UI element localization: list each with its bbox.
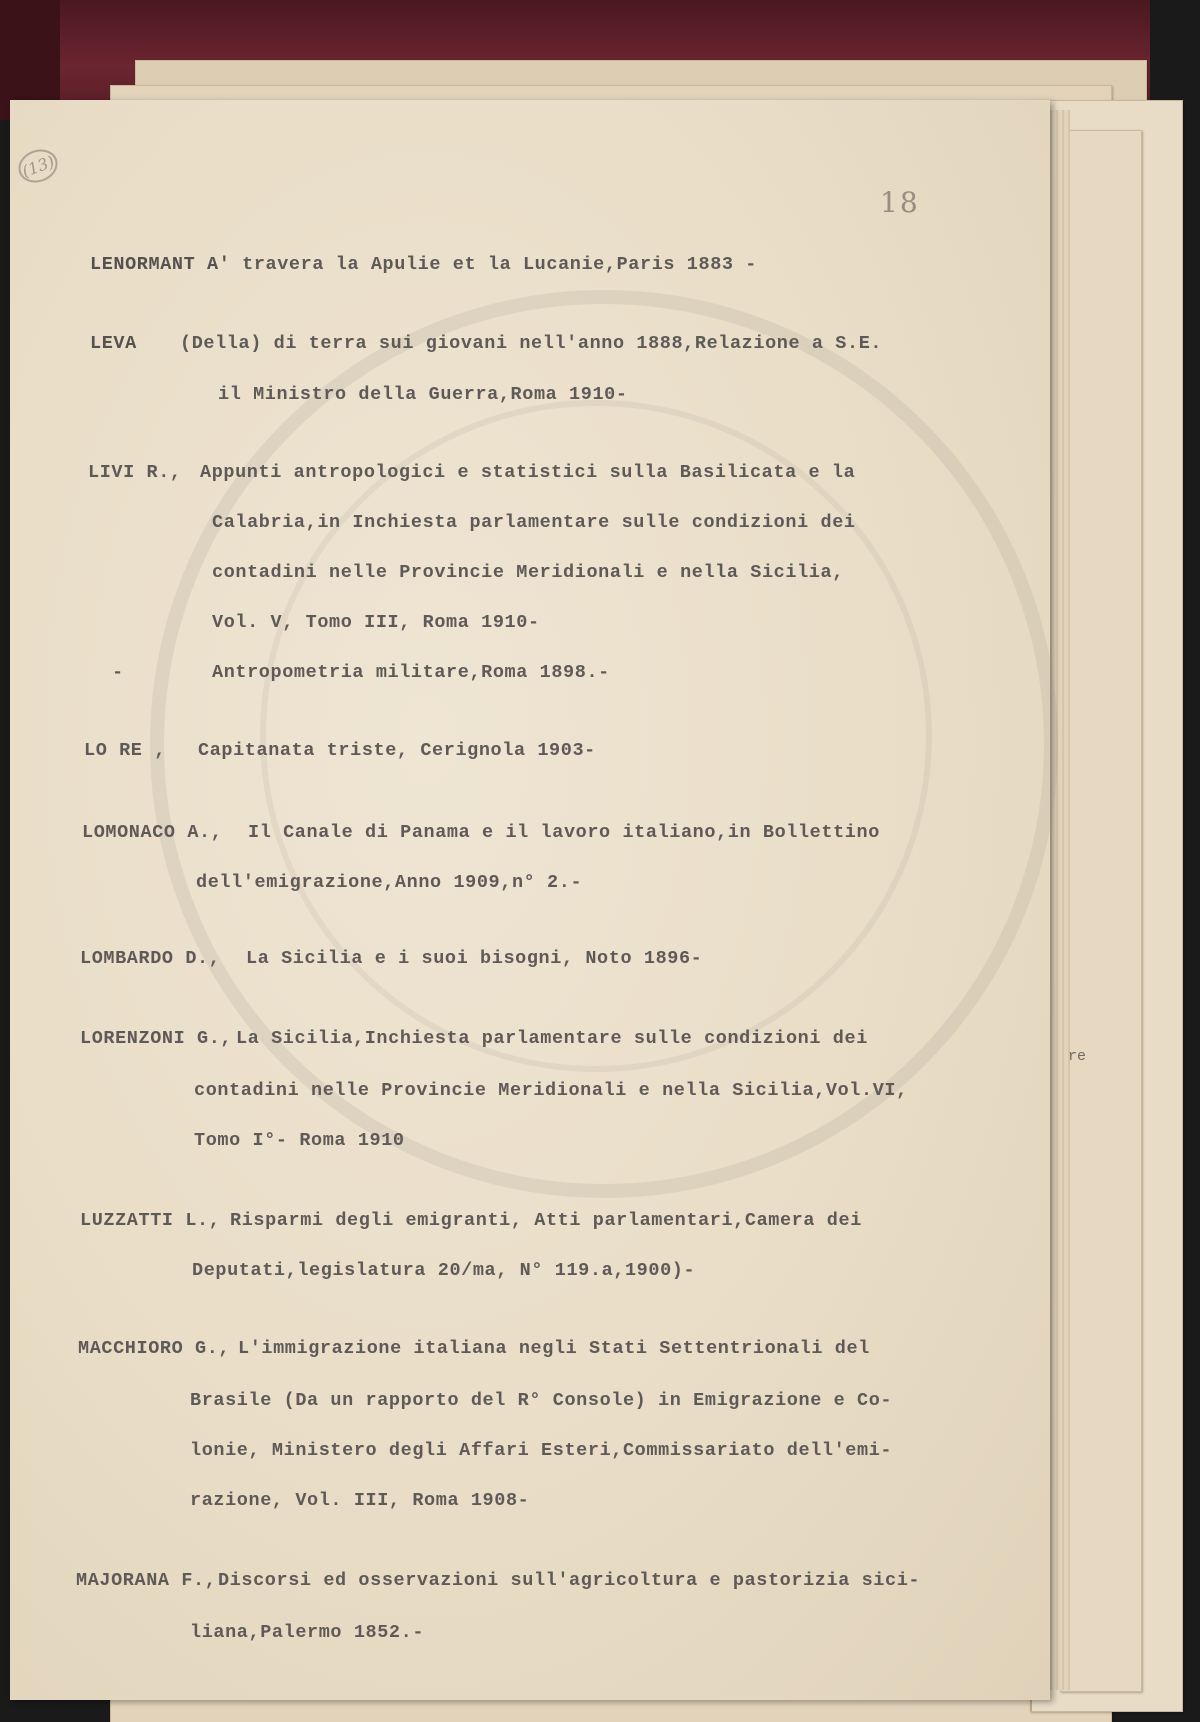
entry-text: il Ministro della Guerra,Roma 1910- bbox=[218, 384, 628, 405]
entry-text: Vol. V, Tomo III, Roma 1910- bbox=[212, 612, 540, 633]
entry-text: Capitanata triste, Cerignola 1903- bbox=[198, 740, 596, 761]
entry-author: LO RE , bbox=[84, 740, 166, 761]
entry-text: Tomo I°- Roma 1910 bbox=[194, 1130, 405, 1151]
margin-note: (13) bbox=[14, 144, 63, 188]
entry-author: LORENZONI G., bbox=[80, 1028, 233, 1049]
entry-text: Discorsi ed osservazioni sull'agricoltura e pastorizia sici- bbox=[218, 1570, 921, 1591]
entry-text: Il Canale di Panama e il lavoro italiano,in Bollettino bbox=[248, 822, 880, 843]
entry-text: Risparmi degli emigranti, Atti parlamentari,Camera dei bbox=[230, 1210, 862, 1231]
entry-text: Antropometria militare,Roma 1898.- bbox=[212, 662, 610, 683]
entry-text: Deputati,legislatura 20/ma, N° 119.a,1900)- bbox=[192, 1260, 696, 1281]
bibliography-entry bbox=[90, 254, 757, 275]
entry-text: La Sicilia,Inchiesta parlamentare sulle condizioni dei bbox=[236, 1028, 868, 1049]
entry-author: LOMONACO A., bbox=[82, 822, 223, 843]
entry-author: LUZZATTI L., bbox=[80, 1210, 221, 1231]
entry-author: LEVA bbox=[90, 333, 137, 354]
underlying-sheet bbox=[1060, 130, 1142, 1692]
entry-dash: - bbox=[112, 662, 124, 683]
entry-text: lonie, Ministero degli Affari Esteri,Commissariato dell'emi- bbox=[190, 1440, 893, 1461]
entry-text: Brasile (Da un rapporto del R° Console) in Emigrazione e Co- bbox=[190, 1390, 893, 1411]
entry-author: LOMBARDO D., bbox=[80, 948, 221, 969]
entry-text: Calabria,in Inchiesta parlamentare sulle condizioni dei bbox=[212, 512, 856, 533]
entry-text: razione, Vol. III, Roma 1908- bbox=[190, 1490, 530, 1511]
entry-text: La Sicilia e i suoi bisogni, Noto 1896- bbox=[246, 948, 703, 969]
entry-text: contadini nelle Provincie Meridionali e nella Sicilia, bbox=[212, 562, 844, 583]
entry-text: (Della) di terra sui giovani nell'anno 1888,Relazione a S.E. bbox=[180, 333, 883, 354]
bibliography-entry bbox=[90, 333, 137, 354]
entry-text: liana,Palermo 1852.- bbox=[190, 1622, 425, 1643]
entry-author: MACCHIORO G., bbox=[78, 1338, 231, 1359]
edge-text-fragment: re bbox=[1068, 1048, 1087, 1065]
entry-text: traverа la Apulie et la Lucanie,Paris 1883 - bbox=[242, 254, 758, 275]
entry-text: dell'emigrazione,Anno 1909,n° 2.- bbox=[196, 872, 583, 893]
entry-text: contadini nelle Provincie Meridionali e nella Sicilia,Vol.VI, bbox=[194, 1080, 908, 1101]
entry-author: LENORMANT A' bbox=[90, 254, 231, 275]
entry-author: MAJORANA F., bbox=[76, 1570, 217, 1591]
entry-text: Appunti antropologici e statistici sulla Basilicata e la bbox=[200, 462, 856, 483]
entry-author: LIVI R., bbox=[88, 462, 182, 483]
page-number: 18 bbox=[880, 186, 920, 219]
entry-text: L'immigrazione italiana negli Stati Settentrionali del bbox=[238, 1338, 870, 1359]
